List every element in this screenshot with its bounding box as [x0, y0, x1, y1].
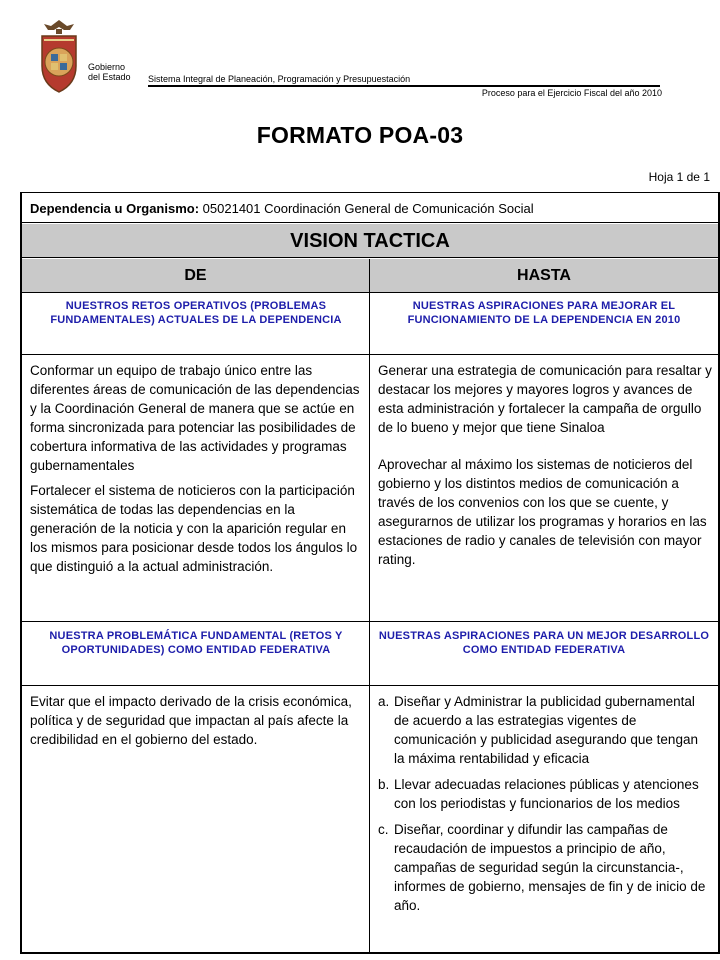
row-divider — [22, 354, 718, 355]
block1-right-paragraph-2: Aprovechar al máximo los sistemas de noticieros del gobierno y los distintos medios de comunicación a través de los convenios con los que se cuente, y asegurarnos de utilizar los programas y horarios en las estaciones de radio y canales de televisión con mayor rating. — [378, 457, 707, 567]
block2-right-content — [378, 692, 712, 922]
block2-left-content: Evitar que el impacto derivado de la crisis económica, política y de seguridad que impactan al país afecte la credibilidad en el gobierno del estado. — [30, 694, 352, 747]
column-divider — [369, 259, 370, 953]
block1-left-paragraph-1: Conformar un equipo de trabajo único entre las diferentes áreas de comunicación de las dependencias y la Coordinación General de manera que se actúe en forma sincronizada para potenciar las posibilidades de cobertura informativa de las actividades y programas gubernamentales — [30, 363, 360, 473]
government-line-2: del Estado — [88, 72, 131, 82]
list-item — [378, 692, 712, 768]
column-de: DE — [184, 267, 207, 284]
list-item-text: Llevar adecuadas relaciones públicas y atenciones con los periodistas y funcionarios de los medios — [394, 777, 699, 811]
block1-left-content — [30, 361, 364, 582]
block2-right-header: NUESTRAS ASPIRACIONES PARA UN MEJOR DESARROLLO COMO ENTIDAD FEDERATIVA — [378, 630, 710, 656]
sheet-number: Hoja 1 de 1 — [648, 170, 710, 184]
government-line-1: Gobierno — [88, 62, 126, 72]
block1-right-paragraph-1: Generar una estrategia de comunicación para resaltar y destacar los mejores y mayores logros y avances de esta administración y fortalecer la campaña de orgullo de lo bueno y mejor que tiene Sinaloa — [378, 363, 712, 435]
process-label: Proceso para el Ejercicio Fiscal del año 2010 — [481, 88, 662, 98]
state-seal-icon — [36, 18, 82, 96]
row-divider — [22, 685, 718, 686]
row-divider — [22, 621, 718, 622]
block1-right-header: NUESTRAS ASPIRACIONES PARA MEJORAR EL FUNCIONAMIENTO DE LA DEPENDENCIA EN 2010 — [407, 300, 681, 326]
list-marker: a. — [378, 694, 390, 709]
list-item-text: Diseñar, coordinar y difundir las campañas de recaudación de impuestos a principio de año, campañas de seguridad según la circunstancia-, informes de gobierno, mensajes de fin y de inicio de año. — [394, 822, 706, 913]
dependency-label: Dependencia u Organismo: — [30, 201, 200, 216]
list-item — [378, 775, 712, 813]
government-label — [88, 62, 131, 82]
list-item — [378, 820, 712, 915]
column-headers — [22, 259, 718, 293]
dependency-value: 05021401 Coordinación General de Comunicación Social — [202, 201, 534, 216]
system-name: Sistema Integral de Planeación, Programación y Presupuestación — [148, 74, 411, 84]
block2-left-header: NUESTRA PROBLEMÁTICA FUNDAMENTAL (RETOS Y OPORTUNIDADES) COMO ENTIDAD FEDERATIVA — [49, 630, 343, 656]
dependency-row — [22, 193, 718, 223]
page-title: FORMATO POA-03 — [256, 122, 464, 148]
block1-left-header: NUESTROS RETOS OPERATIVOS (PROBLEMAS FUNDAMENTALES) ACTUALES DE LA DEPENDENCIA — [50, 300, 342, 326]
list-marker: c. — [378, 822, 389, 837]
section-title: VISION TACTICA — [22, 224, 718, 258]
page-header — [0, 0, 720, 110]
list-item-text: Diseñar y Administrar la publicidad gubernamental de acuerdo a las estrategias vigentes de comunicación y publicidad asegurando que tengan la máxima rentabilidad y eficacia — [394, 694, 698, 766]
block1-left-paragraph-2: Fortalecer el sistema de noticieros con la participación sistemática de todas las dependencias en la generación de la noticia y con la aparición regular en los mismos para posicionar desde todos los ángulos lo que distinguió a la actual administración. — [30, 483, 358, 574]
form-table — [20, 192, 720, 954]
column-hasta: HASTA — [517, 267, 571, 284]
aspirations-list — [378, 692, 712, 915]
block1-right-content — [378, 361, 712, 575]
list-marker: b. — [378, 777, 390, 792]
header-rule — [148, 85, 660, 87]
